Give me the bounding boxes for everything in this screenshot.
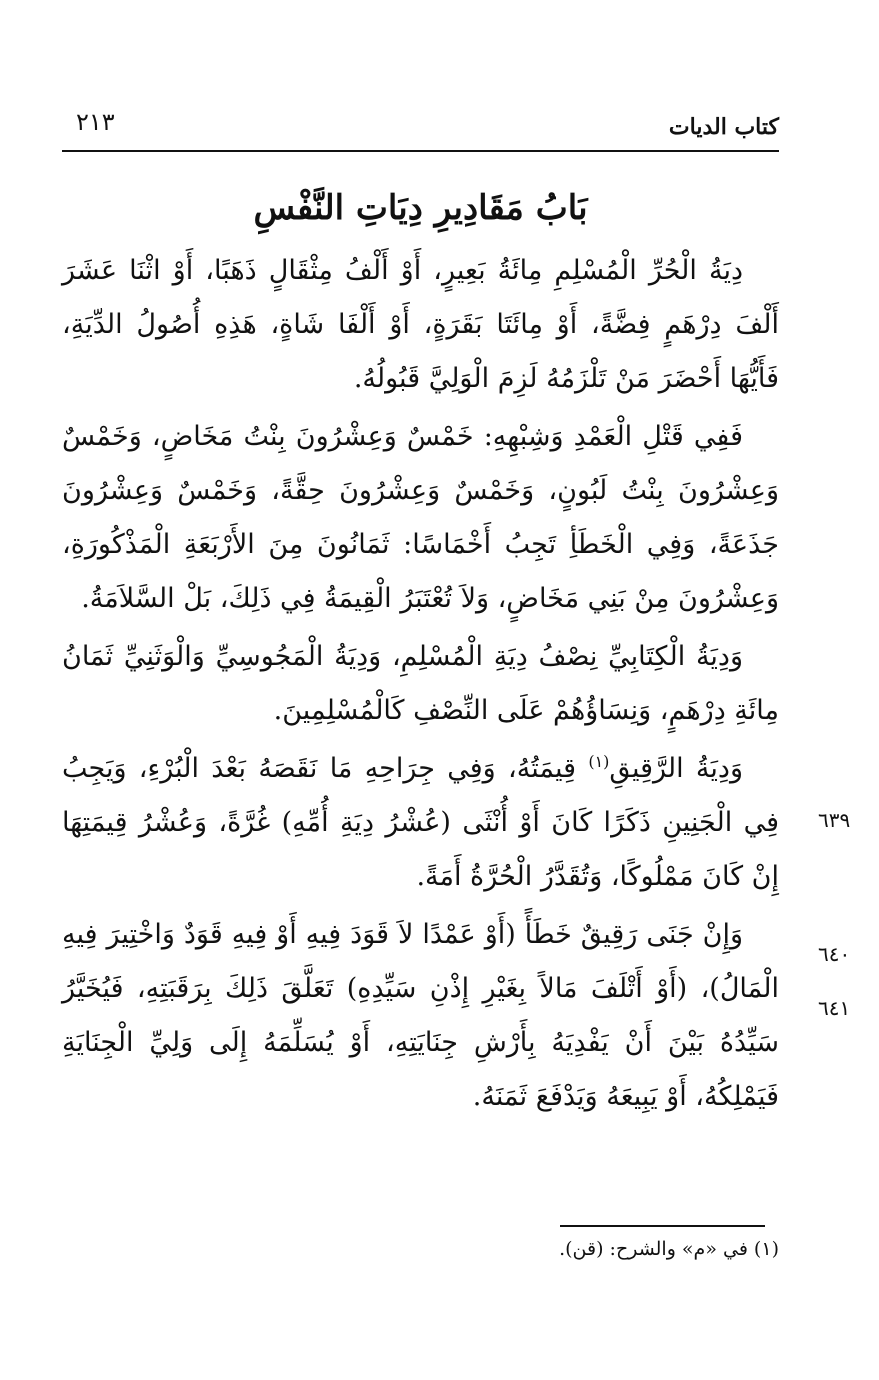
paragraph-4-rest: قِيمَتُهُ، وَفِي جِرَاحِهِ مَا نَقَصَهُ بَعْدَ الْبُرْءِ، وَيَجِبُ فِي الْجَنِينِ ذَكَرًا كَانَ أَوْ أُنْثَى (عُشْرُ دِيَةِ أُمِّهِ) غُرَّةً، وَعُشْرُ قِيمَتِهَا إِنْ كَانَ مَمْلُوكًا، وَتُقَدَّرُ الْحُرَّةُ أَمَةً. <box>62 753 779 892</box>
running-head: كتاب الديات <box>668 114 779 140</box>
footnote-divider <box>560 1225 765 1227</box>
body-text <box>62 244 779 1128</box>
margin-number-640: ٦٤٠ <box>818 942 851 966</box>
paragraph-3: وَدِيَةُ الْكِتَابِيِّ نِصْفُ دِيَةِ الْمُسْلِمِ، وَدِيَةُ الْمَجُوسِيِّ وَالْوَثَنِيِّ ثَمَانُ مِائَةِ دِرْهَمٍ، وَنِسَاؤُهُمْ عَلَى النِّصْفِ كَالْمُسْلِمِينَ. <box>62 641 779 726</box>
margin-number-641: ٦٤١ <box>818 996 851 1020</box>
paragraph-1: دِيَةُ الْحُرِّ الْمُسْلِمِ مِائَةُ بَعِيرٍ، أَوْ أَلْفُ مِثْقَالٍ ذَهَبًا، أَوْ اثْنَا عَشَرَ أَلْفَ دِرْهَمٍ فِضَّةً، أَوْ مِائَتَا بَقَرَةٍ، أَوْ أَلْفَا شَاةٍ، هَذِهِ أُصُولُ الدِّيَةِ، فَأَيُّهَا أَحْضَرَ مَنْ تَلْزَمُهُ لَزِمَ الْوَلِيَّ قَبُولُهُ. <box>62 255 779 394</box>
footnote-reference[interactable]: (١) <box>588 752 610 771</box>
paragraph-5: وَإِنْ جَنَى رَقِيقٌ خَطَأً (أَوْ عَمْدًا لاَ قَوَدَ فِيهِ أَوْ فِيهِ قَوَدٌ وَاخْتِيرَ فِيهِ الْمَالُ)، (أَوْ أَتْلَفَ مَالاً بِغَيْرِ إِذْنِ سَيِّدِهِ) تَعَلَّقَ ذَلِكَ بِرَقَبَتِهِ، فَيُخَيَّرُ سَيِّدُهُ بَيْنَ أَنْ يَفْدِيَهُ بِأَرْشِ جِنَايَتِهِ، أَوْ يُسَلِّمَهُ إِلَى وَلِيِّ الْجِنَايَةِ فَيَمْلِكُهُ، أَوْ يَبِيعَهُ وَيَدْفَعَ ثَمَنَهُ. <box>62 919 779 1112</box>
footnote: (١) في «م» والشرح: (قن). <box>559 1238 779 1260</box>
margin-number-639: ٦٣٩ <box>818 808 851 832</box>
paragraph-4 <box>62 742 779 904</box>
page-header <box>62 108 779 152</box>
chapter-title: بَابُ مَقَادِيرِ دِيَاتِ النَّفْسِ <box>253 188 588 228</box>
page-number: ٢١٣ <box>76 108 115 136</box>
paragraph-4-start: وَدِيَةُ الرَّقِيقِ <box>609 753 743 784</box>
paragraph-2: فَفِي قَتْلِ الْعَمْدِ وَشِبْهِهِ: خَمْسٌ وَعِشْرُونَ بِنْتُ مَخَاضٍ، وَخَمْسٌ وَعِشْرُونَ بِنْتُ لَبُونٍ، وَخَمْسٌ وَعِشْرُونَ حِقَّةً، وَخَمْسٌ وَعِشْرُونَ جَذَعَةً، وَفِي الْخَطَأِ تَجِبُ أَخْمَاسًا: ثَمَانُونَ مِنَ الأَرْبَعَةِ الْمَذْكُورَةِ، وَعِشْرُونَ مِنْ بَنِي مَخَاضٍ، وَلاَ تُعْتَبَرُ الْقِيمَةُ فِي ذَلِكَ، بَلْ السَّلاَمَةُ. <box>62 421 779 614</box>
